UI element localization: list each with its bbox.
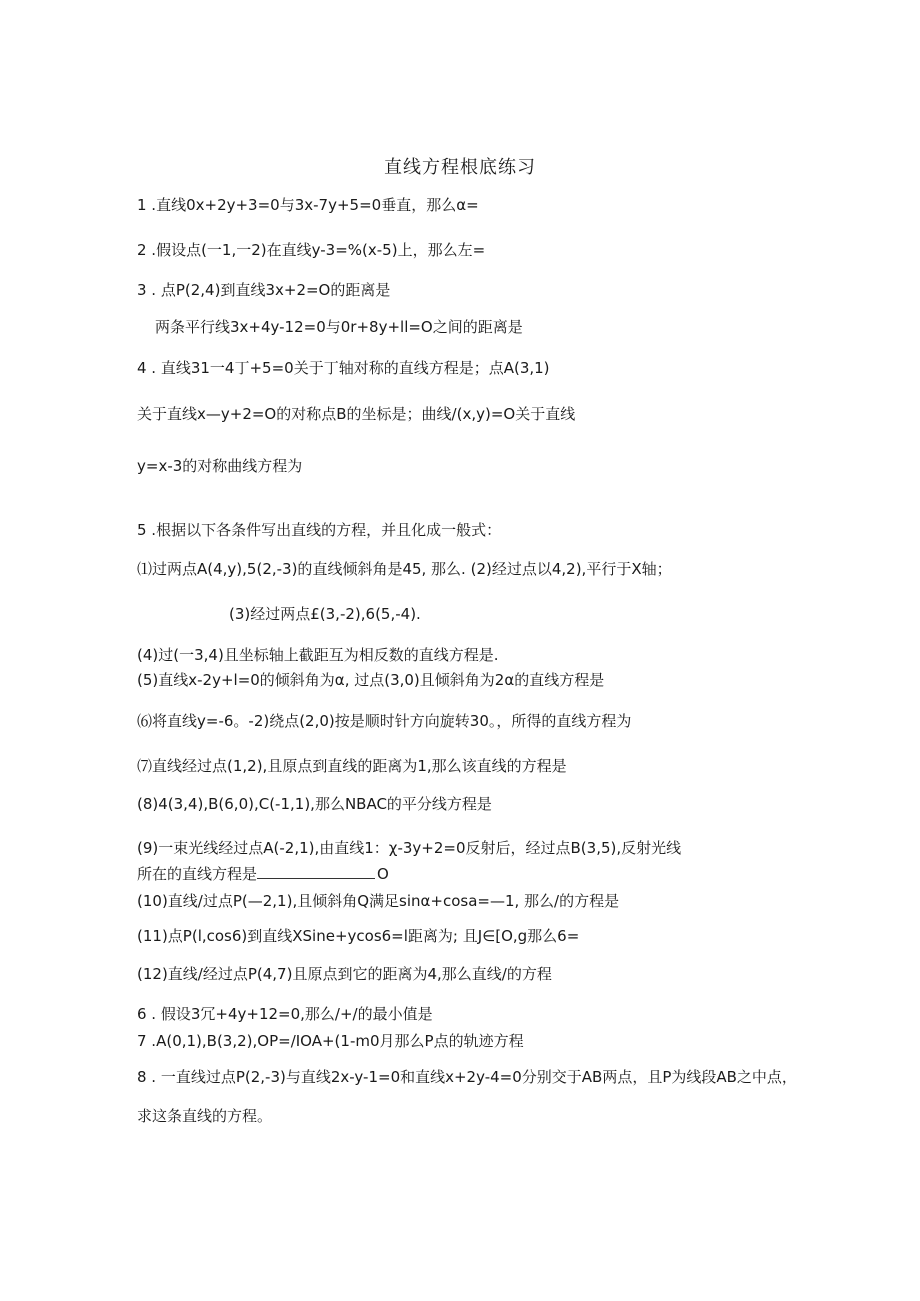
question-5-item-6: ⑹将直线y=-6。-2)绕点(2,0)按是顺时针方向旋转30。，所得的直线方程为 xyxy=(137,712,632,730)
question-6: 6 . 假设3冗+4y+12=0,那么/+/的最小值是 xyxy=(137,1005,433,1023)
question-4-part-c: y=x-3的对称曲线方程为 xyxy=(137,457,303,475)
question-5-item-10: (10)直线/过点P(—2,1),且倾斜角Q满足sinα+cosa=—1, 那么/的方程是 xyxy=(137,892,620,910)
question-5-item-11: (11)点P(l,cos6)到直线XSine+ycos6=l距离为; 且J∈[O,g那么6= xyxy=(137,927,580,945)
question-7: 7 .A(0,1),B(3,2),OP=/IOA+(1-m0月那么P点的轨迹方程 xyxy=(137,1032,524,1050)
question-5-item-12: (12)直线/经过点P(4,7)且原点到它的距离为4,那么直线/的方程 xyxy=(137,965,552,983)
question-5-item-3: (3)经过两点£(3,-2),6(5,-4). xyxy=(229,605,421,623)
answer-suffix: O xyxy=(377,865,389,883)
question-5-item-8: (8)4(3,4),B(6,0),C(-1,1),那么NBAC的平分线方程是 xyxy=(137,795,492,813)
answer-blank xyxy=(257,864,375,879)
question-3-part-b: 两条平行线3x+4y-12=0与0r+8y+ll=O之间的距离是 xyxy=(155,318,523,336)
question-5-item-9: (9)一束光线经过点A(-2,1),由直线1：χ-3y+2=0反射后，经过点B(3,5),反射光线 xyxy=(137,839,682,857)
question-8-part-b: 求这条直线的方程。 xyxy=(137,1107,273,1125)
question-8: 8 . 一直线过点P(2,-3)与直线2x-y-1=0和直线x+2y-4=0分别交于AB两点，且P为线段AB之中点， xyxy=(137,1068,797,1086)
question-5: 5 .根据以下各条件写出直线的方程，并且化成一般式： xyxy=(137,521,502,539)
question-4: 4 . 直线31一4丁+5=0关于丁轴对称的直线方程是；点A(3,1) xyxy=(137,359,550,377)
question-4-part-b: 关于直线x—y+2=O的对称点B的坐标是；曲线/(x,y)=O关于直线 xyxy=(137,405,576,423)
question-2: 2 .假设点(一1,一2)在直线y-3=%(x-5)上，那么左= xyxy=(137,241,486,259)
question-5-item-1: ⑴过两点A(4,y),5(2,-3)的直线倾斜角是45, 那么. (2)经过点以4,2),平行于X轴； xyxy=(137,560,672,578)
question-5-item-4: (4)过(一3,4)且坐标轴上截距互为相反数的直线方程是. xyxy=(137,646,499,664)
page-title: 直线方程根底练习 xyxy=(384,157,536,178)
question-5-item-9-answer-line xyxy=(137,864,389,884)
question-1: 1 .直线0x+2y+3=0与3x-7y+5=0垂直，那么α= xyxy=(137,196,479,214)
question-3: 3 . 点P(2,4)到直线3x+2=O的距离是 xyxy=(137,281,391,299)
question-5-item-5: (5)直线x-2y+l=0的倾斜角为α, 过点(3,0)且倾斜角为2α的直线方程是 xyxy=(137,671,605,689)
answer-prefix: 所在的直线方程是 xyxy=(137,865,258,883)
question-5-item-7: ⑺直线经过点(1,2),且原点到直线的距离为1,那么该直线的方程是 xyxy=(137,757,567,775)
